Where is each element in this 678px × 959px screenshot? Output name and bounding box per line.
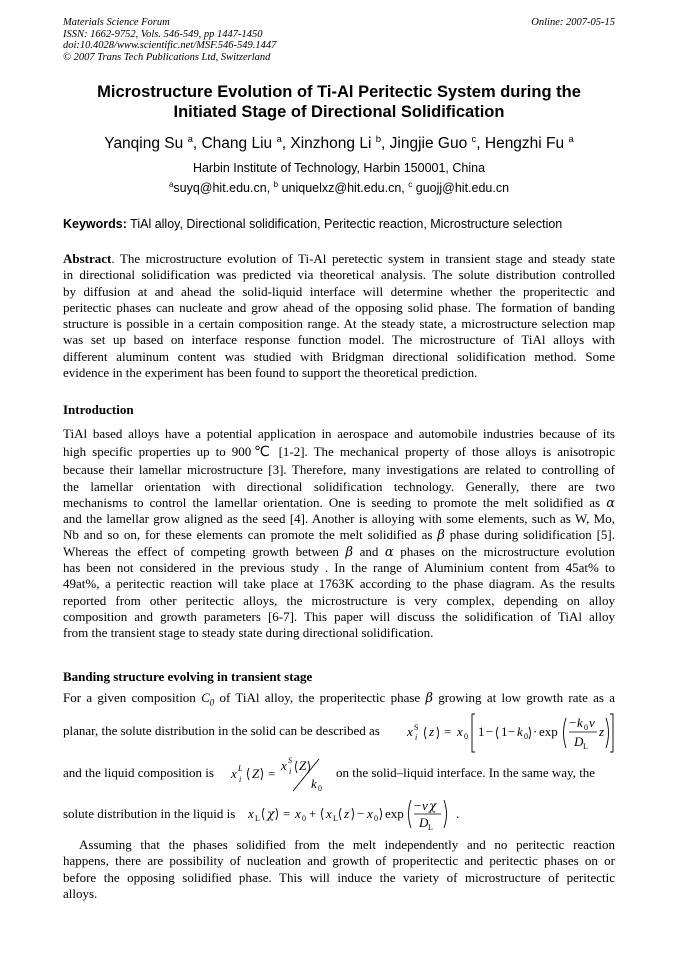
eq-x: x — [281, 758, 287, 773]
intro-text: high specific properties up to 900 — [63, 444, 252, 460]
eq-z: z — [429, 724, 435, 739]
eq-exp: exp — [539, 724, 558, 739]
author-list: Yanqing Su $^a$, Chang Liu $^a$, Xinzhong Li $^b$, Jingjie Guo $^c$, Hengzhi Fu $^a$ — [104, 134, 574, 152]
paper-title — [63, 82, 615, 122]
eq-paren — [352, 808, 354, 820]
eq-sup-s: S — [414, 723, 419, 732]
eq-paren — [276, 808, 278, 820]
email-mark: b — [273, 180, 279, 189]
eq-sub-0: 0 — [318, 784, 322, 793]
eq-minus: − — [569, 715, 577, 730]
eq-x: x — [326, 806, 332, 821]
banding-text: growing at low growth rate as a — [432, 690, 615, 705]
solid-distribution-line — [63, 712, 615, 754]
beta-symbol: β — [425, 691, 433, 706]
eq-one: 1 — [478, 724, 485, 739]
eq-paren — [322, 808, 324, 820]
closing-line: Assuming that the phases solidified from the melt independently and no peritectic reaction — [79, 837, 615, 852]
email-address: uniquelxz@hit.edu.cn, — [281, 181, 405, 195]
eq-paren — [263, 808, 265, 820]
email-mark: a — [168, 180, 174, 189]
title-line-1: Microstructure Evolution of Ti-Al Peritectic System during the — [97, 83, 581, 101]
equation-liquid-svg — [231, 755, 331, 795]
intro-line: TiAl based alloys have a potential application in aerospace and automobile industries because of its — [63, 426, 615, 441]
banding-text: of TiAl alloy, the properitectic phase — [214, 690, 426, 705]
eq-sub-i: i — [239, 775, 242, 784]
keywords-text: TiAl alloy, Directional solidification, Peritectic reaction, Microstructure selection — [130, 217, 563, 231]
eq-paren — [261, 768, 263, 780]
email-mark: c — [408, 180, 413, 189]
c0-symbol: C — [201, 690, 210, 705]
author-name: Xinzhong Li — [290, 135, 372, 152]
intro-text: Nb and so on, for these elements can promote the melt solidified as — [63, 527, 438, 543]
eq-paren — [437, 727, 439, 739]
eq-sup-s: S — [288, 756, 292, 765]
eq-paren — [380, 808, 382, 820]
eq-chi: χ — [267, 807, 275, 821]
eq-Z: Z — [252, 766, 260, 781]
email-address: guojj@hit.edu.cn — [415, 181, 510, 195]
banding-text: on the solid–liquid interface. In the same way, the — [336, 765, 596, 780]
banding-text: planar, the solute distribution in the solid can be described as — [63, 723, 380, 738]
abstract-label: Abstract — [63, 251, 112, 266]
eq-z: z — [599, 724, 605, 739]
author-name: Chang Liu — [201, 135, 273, 152]
intro-line: 49at%, a peritectic reaction will take place at 1763K according to the phase diagram. As the results — [63, 576, 615, 592]
eq-v: v — [589, 715, 595, 730]
liquid-distribution-line — [63, 796, 615, 832]
title-line-2: Initiated Stage of Directional Solidification — [173, 103, 505, 121]
eq-sub-i: i — [289, 767, 292, 776]
eq-x: x — [407, 724, 413, 739]
eq-sub-0: 0 — [524, 732, 528, 741]
introduction-paragraph — [63, 426, 615, 642]
abstract-line: evidence in the experiment has been found to support the theoretical prediction. — [63, 365, 478, 381]
abstract-line: different aluminum content was studied with Bridgman directional solidification method. Some — [63, 348, 615, 364]
eq-paren-large — [444, 800, 447, 828]
eq-x0: x — [367, 806, 373, 821]
liquid-distribution-equation — [248, 796, 453, 832]
eq-sub-0: 0 — [464, 732, 468, 741]
banding-text: For a given composition — [63, 690, 202, 705]
intro-line: because their lamellar microstructure [3]. Therefore, many investigations are related to controlling of — [63, 462, 615, 478]
intro-line — [63, 544, 615, 560]
eq-sub-L: L — [428, 823, 433, 832]
equation-liquid-distribution-svg — [248, 796, 453, 832]
doi: doi:10.4028/www.scientific.net/MSF.546-549.1447 — [63, 40, 277, 51]
equation-solid-svg — [407, 712, 615, 754]
author-mark: a — [187, 134, 193, 145]
author-name: Yanqing Su — [104, 135, 184, 152]
eq-minus: − — [414, 798, 422, 813]
eq-minus: − — [357, 806, 365, 821]
eq-sub-L: L — [583, 742, 588, 751]
keywords — [63, 216, 615, 232]
alpha-symbol: α — [606, 495, 615, 511]
eq-sub-0: 0 — [584, 723, 588, 732]
eq-x0: x — [295, 806, 301, 821]
keywords-label: Keywords: — [63, 217, 127, 231]
intro-text: phases on the microstructure evolution — [393, 543, 615, 559]
eq-paren-large — [606, 718, 609, 748]
author-name: Jingjie Guo — [389, 135, 468, 152]
intro-line: reported from other peritectic alloys, the microstructure is very complex, depending on alloy — [63, 592, 615, 608]
eq-paren — [425, 727, 427, 739]
eq-paren-large — [409, 800, 412, 828]
author-mark: a — [568, 134, 574, 145]
eq-bracket-left — [472, 714, 475, 752]
liquid-composition-line — [63, 755, 615, 795]
author-emails — [63, 180, 615, 196]
liquid-composition-equation — [231, 755, 331, 795]
affiliation: Harbin Institute of Technology, Harbin 150001, China — [192, 161, 486, 175]
eq-D: D — [419, 815, 429, 830]
closing-line: before the opposing solidified phase. This will induce the variety of microstructure of peritectic — [63, 869, 615, 885]
closing-line: happens, there are possibility of nucleation and growth of properitectic and peritectic phases on or — [63, 853, 615, 869]
eq-D: D — [574, 734, 584, 749]
banding-text-line — [63, 690, 615, 706]
intro-line: the lamellar orientation with directional solidification technology. Generally, there are two — [63, 478, 615, 494]
solid-distribution-equation — [407, 712, 615, 754]
intro-text: Whereas the effect of competing growth between — [63, 543, 346, 559]
eq-minus: − — [486, 724, 494, 739]
eq-x: x — [231, 766, 237, 781]
author-mark: a — [276, 134, 282, 145]
intro-text: and — [353, 543, 385, 559]
author-mark: b — [375, 134, 382, 145]
eq-sub-i: i — [415, 733, 418, 742]
eq-v: v — [422, 798, 428, 813]
email-address: suyq@hit.edu.cn, — [173, 181, 271, 195]
section-heading-banding: Banding structure evolving in transient stage — [63, 669, 313, 684]
eq-sub-L: L — [333, 814, 338, 823]
eq-sub-L: L — [255, 814, 260, 823]
eq-equals: = — [444, 724, 452, 739]
banding-text: solute distribution in the liquid is — [63, 806, 236, 821]
closing-line: alloys. — [63, 885, 98, 901]
eq-chi: χ — [429, 799, 437, 813]
beta-symbol: β — [345, 544, 354, 560]
intro-text: phase during solidification [5]. — [444, 527, 615, 543]
eq-equals: = — [268, 766, 276, 781]
author-mark: c — [471, 134, 477, 145]
abstract — [63, 251, 615, 381]
eq-sub-0: 0 — [302, 814, 306, 823]
banding-line-1 — [63, 690, 615, 706]
intro-text: [1-2]. The mechanical property of those alloys is anisotropic — [272, 444, 615, 460]
intro-line: has been not considered in the previous study . In the range of Aluminium content from 45at% to — [63, 560, 615, 576]
eq-Z: Z — [299, 758, 307, 773]
journal-metadata — [63, 17, 276, 63]
intro-text: mechanisms to control the lamellar orientation. One is seeding to promote the melt solidified as — [63, 494, 607, 510]
eq-k0: k — [311, 776, 317, 791]
issn: ISSN: 1662-9752, Vols. 546-549, pp 1447-1450 — [63, 28, 263, 40]
eq-paren — [497, 727, 499, 739]
eq-one: 1 — [501, 724, 508, 739]
abstract-line: structure is possible in a certain composition range. At the steady state, a microstructure selection map — [63, 316, 615, 332]
journal-name: Materials Science Forum — [63, 17, 170, 28]
copyright: © 2007 Trans Tech Publications Ltd, Switzerland — [63, 51, 271, 63]
intro-line — [63, 527, 615, 543]
eq-exp: exp — [385, 806, 404, 821]
banding-text: and the liquid composition is — [63, 765, 214, 780]
eq-x: x — [248, 806, 254, 821]
c0-subscript: 0 — [209, 697, 215, 708]
online-date: Online: 2007-05-15 — [531, 17, 615, 28]
intro-line: from the transient stage to steady state during directional solidification. — [63, 625, 434, 641]
eq-k0: k — [577, 715, 583, 730]
author-name: Hengzhi Fu — [484, 135, 565, 152]
eq-minus: − — [508, 724, 516, 739]
intro-line — [63, 495, 615, 511]
eq-sub-0: 0 — [374, 814, 378, 823]
eq-dot: · — [533, 724, 538, 739]
eq-paren — [248, 768, 250, 780]
abstract-line: was set up based on interface response function model. The microstructure of TiAl alloys with — [63, 332, 615, 348]
eq-k0: k — [517, 724, 523, 739]
eq-plus: + — [309, 806, 317, 821]
eq-paren-large — [564, 718, 567, 748]
abstract-line — [63, 251, 615, 267]
abstract-text: . The microstructure evolution of Ti-Al peretectic system in transient stage and steady state — [111, 251, 615, 266]
abstract-line: by diffusion at and ahead the solid-liquid interface will determine whether the properitectic and — [63, 283, 615, 299]
eq-bracket-right — [610, 714, 613, 752]
eq-paren — [340, 808, 342, 820]
eq-z: z — [344, 806, 350, 821]
eq-equals: = — [283, 806, 291, 821]
banding-text: . — [456, 806, 460, 821]
abstract-line: in directional solidification was predicted via theoretical analysis. The solute distribution controlled — [63, 267, 615, 283]
beta-symbol: β — [437, 528, 445, 544]
degree-celsius-symbol: ℃ — [251, 444, 273, 461]
intro-line: composition and growth parameters [6-7]. This paper will discuss the solidification of TiAl alloy — [63, 608, 615, 624]
eq-paren — [529, 727, 531, 739]
closing-paragraph — [63, 837, 615, 902]
eq-sup-L: L — [238, 764, 243, 773]
intro-line — [63, 442, 615, 462]
intro-line: and the lamellar grow aligned as the seed [4]. Another is alloying with some elements, such as W, Mo, — [63, 511, 615, 527]
abstract-line: peritectic phases can nucleate and grow ahead of the opposing solid phase. The formation of banding — [63, 299, 615, 315]
eq-paren — [296, 761, 298, 773]
eq-x0: x — [457, 724, 463, 739]
alpha-symbol: α — [384, 544, 394, 560]
section-heading-introduction: Introduction — [63, 402, 134, 417]
